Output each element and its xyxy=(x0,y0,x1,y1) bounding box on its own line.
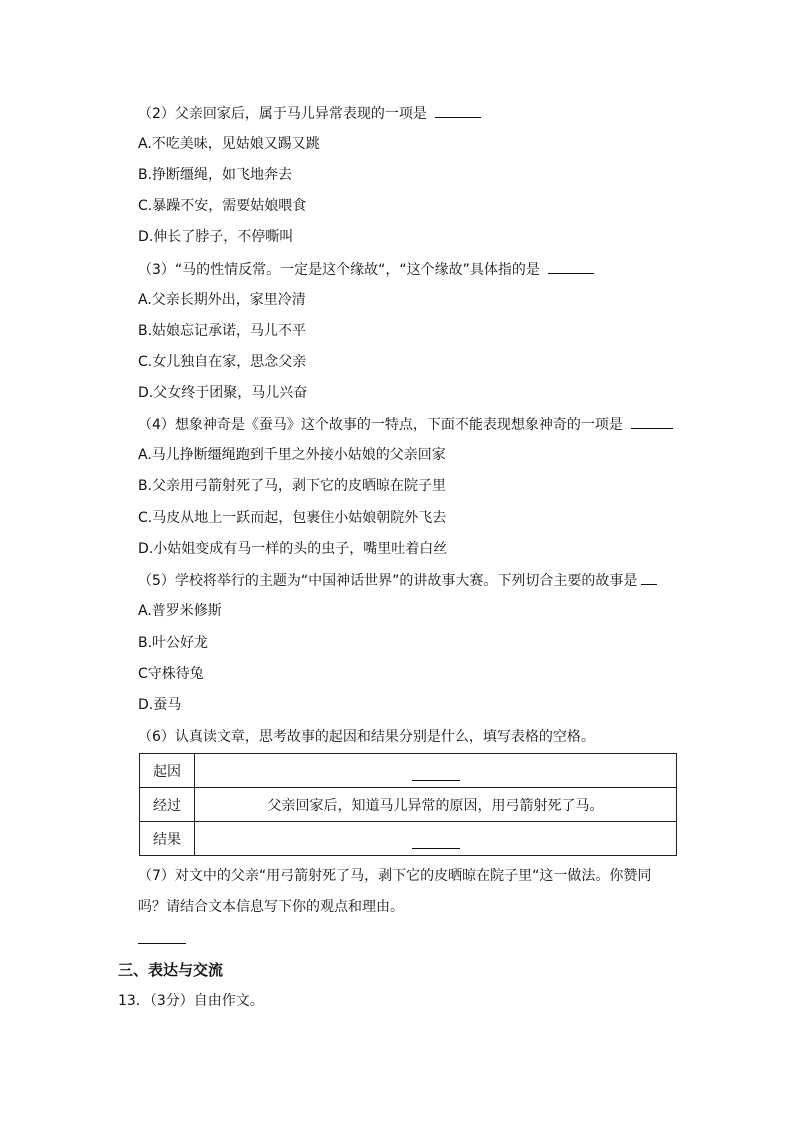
section-title: 三、表达与交流 xyxy=(118,961,224,979)
table-label-result: 结果 xyxy=(140,822,195,856)
q4-option-b: B.父亲用弓箭射死了马，剥下它的皮晒晾在院子里 xyxy=(138,478,447,494)
q13-stem: 13．（3分）自由作文。 xyxy=(118,993,264,1009)
table-label-cause: 起因 xyxy=(140,754,195,788)
q2-stem xyxy=(138,103,481,123)
q3-stem-text: （3）“马的性情反常。一定是这个缘故“，“这个缘故”具体指的是 xyxy=(138,262,540,278)
q5-stem xyxy=(138,570,657,590)
q5-answer-blank[interactable] xyxy=(641,570,657,585)
q5-stem-text: （5）学校将举行的主题为“中国神话世界”的讲故事大赛。下列切合主要的故事是 xyxy=(138,573,638,589)
q3-option-a: A.父亲长期外出，家里冷清 xyxy=(138,292,306,308)
q3-stem xyxy=(138,259,594,279)
table-row-cause xyxy=(140,754,677,788)
table-label-process: 经过 xyxy=(140,788,195,822)
q4-stem-text: （4）想象神奇是《蚕马》这个故事的一特点，下面不能表现想象神奇的一项是 xyxy=(138,417,623,433)
q7-answer-blank[interactable] xyxy=(138,943,186,944)
q3-option-d: D.父女终于团聚，马儿兴奋 xyxy=(138,385,308,401)
q5-option-d: D.蚕马 xyxy=(138,697,182,713)
cause-effect-table xyxy=(139,753,677,856)
table-cell-cause[interactable] xyxy=(195,754,677,788)
q7-stem-line1: （7）对文中的父亲“用弓箭射死了马，剥下它的皮晒晾在院子里“这一做法。你赞同 xyxy=(138,868,652,884)
q5-option-a: A.普罗米修斯 xyxy=(138,603,222,619)
cause-answer-blank[interactable] xyxy=(412,766,460,781)
q2-option-b: B.挣断缰绳，如飞地奔去 xyxy=(138,167,293,183)
result-answer-blank[interactable] xyxy=(412,834,460,849)
q3-option-b: B.姑娘忘记承诺，马儿不平 xyxy=(138,323,307,339)
table-row-result xyxy=(140,822,677,856)
q4-stem xyxy=(138,414,673,434)
q5-option-b: B.叶公好龙 xyxy=(138,635,209,651)
q4-answer-blank[interactable] xyxy=(631,414,673,429)
q6-stem: （6）认真读文章，思考故事的起因和结果分别是什么，填写表格的空格。 xyxy=(138,729,595,745)
q2-answer-blank[interactable] xyxy=(435,103,481,118)
q4-option-a: A.马儿挣断缰绳跑到千里之外接小姑娘的父亲回家 xyxy=(138,447,446,463)
q4-option-d: D.小姑姐变成有马一样的头的虫子，嘴里吐着白丝 xyxy=(138,541,448,557)
table-cell-process: 父亲回家后，知道马儿异常的原因，用弓箭射死了马。 xyxy=(195,788,677,822)
q2-option-a: A.不吃美味，见姑娘又踢又跳 xyxy=(138,136,320,152)
q3-option-c: C.女儿独自在家，思念父亲 xyxy=(138,354,307,370)
q4-option-c: C.马皮从地上一跃而起，包裹住小姑娘朝院外飞去 xyxy=(138,510,447,526)
table-cell-result[interactable] xyxy=(195,822,677,856)
q7-stem-line2: 吗？请结合文本信息写下你的观点和理由。 xyxy=(138,899,404,915)
table-row-process xyxy=(140,788,677,822)
q2-stem-text: （2）父亲回家后，属于马儿异常表现的一项是 xyxy=(138,106,427,122)
q2-option-d: D.伸长了脖子，不停嘶叫 xyxy=(138,229,294,245)
q3-answer-blank[interactable] xyxy=(548,259,594,274)
q5-option-c: C守株待兔 xyxy=(138,666,204,682)
q2-option-c: C.暴躁不安，需要姑娘喂食 xyxy=(138,198,307,214)
